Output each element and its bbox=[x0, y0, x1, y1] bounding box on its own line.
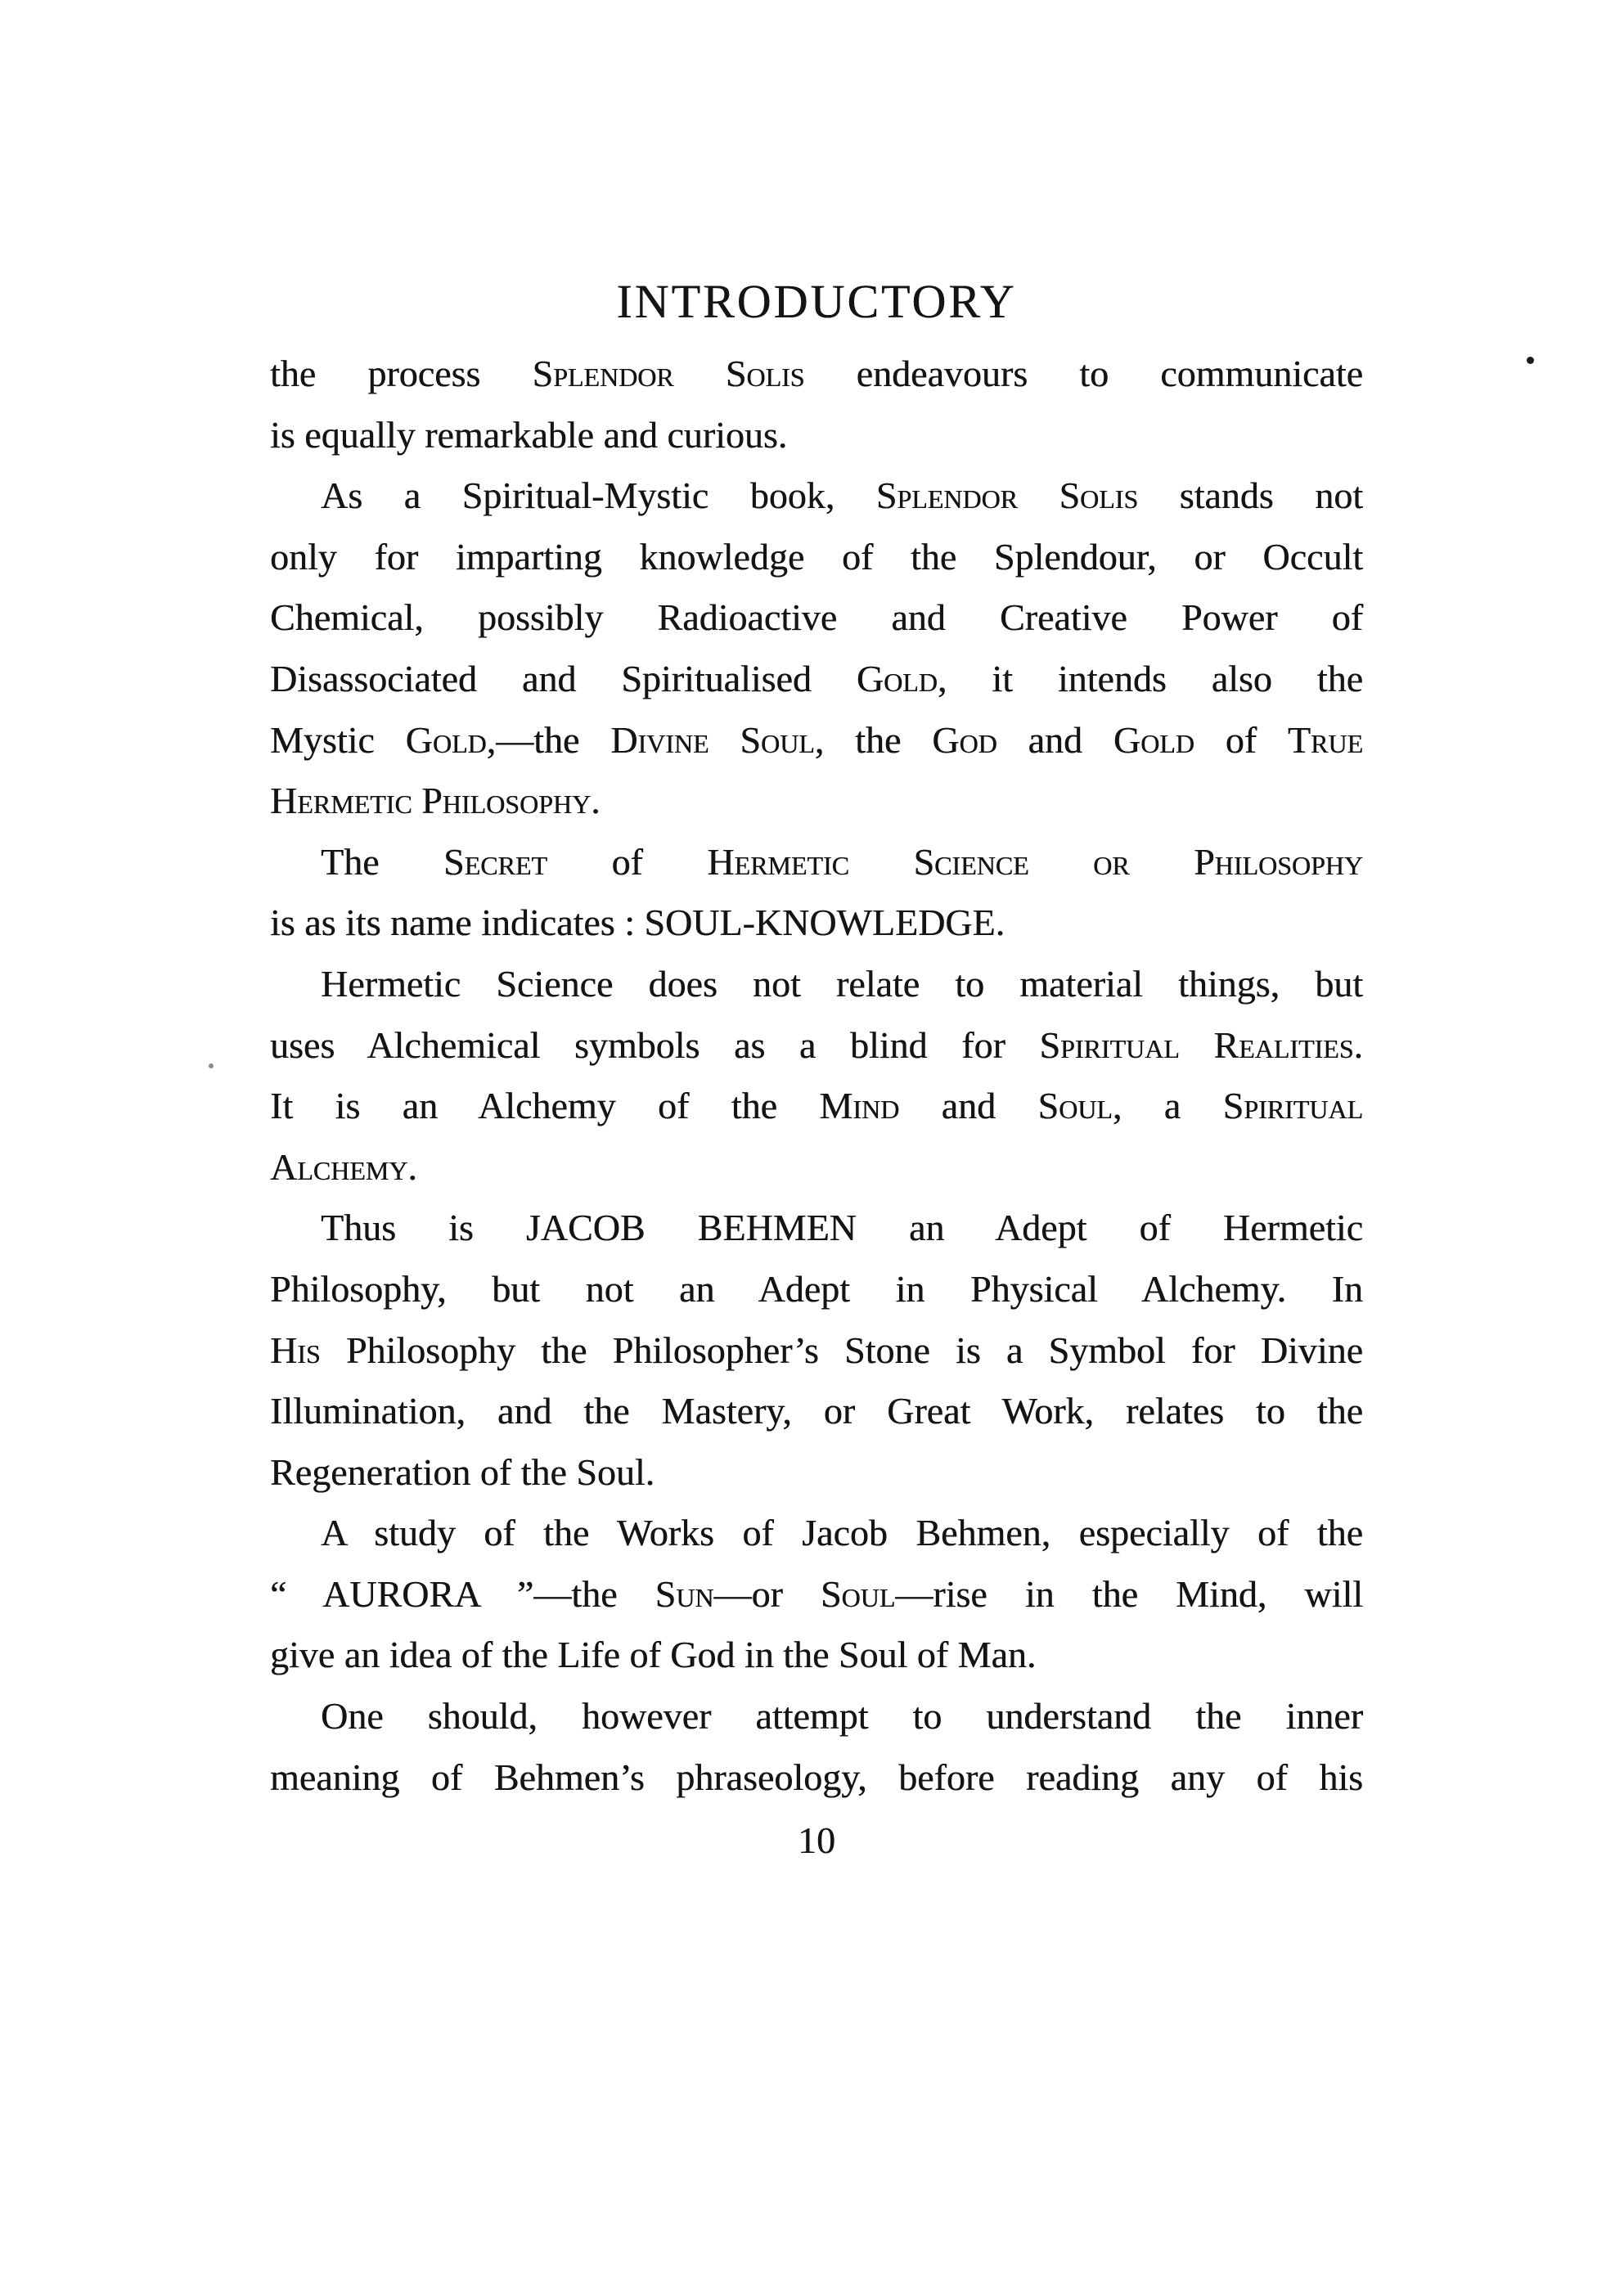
body-text: Philosophy the Philosopher’s Stone is a Symbol for Divine bbox=[320, 1329, 1363, 1371]
small-caps-text: Soul bbox=[820, 1572, 896, 1615]
text-line bbox=[270, 1503, 1363, 1564]
text-line bbox=[270, 1320, 1363, 1382]
body-text: is equally remarkable and curious. bbox=[270, 413, 788, 456]
small-caps-text: Soul bbox=[1037, 1085, 1113, 1127]
small-caps-text: Hermetic Science or Philosophy bbox=[707, 840, 1363, 883]
body-text: and bbox=[996, 718, 1113, 761]
small-caps-text: Divine Soul bbox=[610, 718, 815, 761]
text-line bbox=[270, 832, 1363, 893]
text-line bbox=[270, 1747, 1363, 1809]
body-text: Illumination, and the Mastery, or Great Work, relates to the bbox=[270, 1390, 1363, 1432]
body-text: As a Spiritual-Mystic book, bbox=[321, 474, 876, 517]
body-text: One should, however attempt to understand the inner bbox=[321, 1695, 1363, 1738]
body-text: , the bbox=[814, 718, 933, 761]
body-text: give an idea of the Life of God in the Soul of Man. bbox=[270, 1634, 1037, 1676]
body-text: only for imparting knowledge of the Splendour, or Occult bbox=[270, 535, 1363, 578]
body-text: Thus is JACOB BEHMEN an Adept of Hermetic bbox=[321, 1207, 1363, 1249]
body-text: ,—the bbox=[486, 718, 611, 761]
text-lines bbox=[270, 344, 1363, 1808]
body-text: The bbox=[321, 840, 444, 883]
page-number: 10 bbox=[798, 1819, 835, 1862]
text-line bbox=[270, 405, 1363, 466]
small-caps-text: Gold bbox=[405, 718, 487, 761]
body-text: is as its name indicates : SOUL-KNOWLEDGE. bbox=[270, 901, 1005, 944]
body-text: and bbox=[899, 1085, 1038, 1127]
small-caps-text: Gold bbox=[856, 657, 938, 699]
body-text: , a bbox=[1112, 1085, 1223, 1127]
small-caps-text: His bbox=[270, 1329, 321, 1371]
body-text: A study of the Works of Jacob Behmen, especially of the bbox=[321, 1512, 1363, 1554]
text-line bbox=[270, 1076, 1363, 1137]
body-text: “ AURORA ”—the bbox=[270, 1572, 655, 1615]
text-line bbox=[270, 1198, 1363, 1259]
page-content bbox=[270, 277, 1363, 1871]
scan-speck bbox=[1527, 357, 1534, 364]
text-line bbox=[270, 465, 1363, 527]
body-text: Philosophy, but not an Adept in Physical Alchemy. In bbox=[270, 1267, 1363, 1310]
body-text: —or bbox=[713, 1572, 821, 1615]
body-text: —rise in the Mind, will bbox=[895, 1572, 1363, 1615]
small-caps-text: Gold bbox=[1113, 718, 1194, 761]
body-text: Hermetic Science does not relate to material things, but bbox=[321, 962, 1363, 1005]
text-line bbox=[270, 587, 1363, 649]
text-line bbox=[270, 344, 1363, 405]
body-text: the process bbox=[270, 353, 533, 394]
body-text: of bbox=[547, 840, 708, 883]
body-text: stands not bbox=[1138, 474, 1364, 517]
chapter-heading: INTRODUCTORY bbox=[616, 275, 1017, 328]
text-line bbox=[270, 527, 1363, 588]
body-text: endeavours to communicate bbox=[804, 353, 1364, 394]
text-line bbox=[270, 1564, 1363, 1625]
text-line bbox=[270, 954, 1363, 1015]
body-text: meaning of Behmen’s phraseology, before reading any of his bbox=[270, 1756, 1363, 1798]
text-line bbox=[270, 1381, 1363, 1442]
text-line bbox=[270, 649, 1363, 710]
text-line bbox=[270, 1137, 1363, 1198]
text-line bbox=[270, 710, 1363, 771]
body-text: uses Alchemical symbols as a blind for bbox=[270, 1023, 1040, 1066]
body-text: of bbox=[1194, 718, 1288, 761]
text-line bbox=[270, 1625, 1363, 1686]
body-text: Chemical, possibly Radioactive and Creative Power of bbox=[270, 596, 1363, 639]
scan-speck bbox=[209, 1063, 214, 1068]
text-line bbox=[270, 892, 1363, 954]
text-line bbox=[270, 1686, 1363, 1747]
small-caps-text: God bbox=[932, 718, 997, 761]
body-text: Disassociated and Spiritualised bbox=[270, 657, 857, 699]
body-text: Regeneration of the Soul. bbox=[270, 1450, 655, 1493]
small-caps-text: Splendor Solis bbox=[532, 353, 805, 394]
text-line bbox=[270, 771, 1363, 832]
text-line bbox=[270, 1442, 1363, 1504]
small-caps-text: Secret bbox=[443, 840, 547, 883]
body-text: Mystic bbox=[270, 718, 406, 761]
body-text: It is an Alchemy of the bbox=[270, 1085, 820, 1127]
small-caps-text: Mind bbox=[819, 1085, 900, 1127]
small-caps-text: Splendor Solis bbox=[875, 474, 1139, 517]
text-line bbox=[270, 1259, 1363, 1320]
small-caps-text: True bbox=[1287, 718, 1364, 761]
text-line bbox=[270, 1015, 1363, 1077]
small-caps-text: Alchemy. bbox=[270, 1145, 417, 1188]
small-caps-text: Hermetic Philosophy. bbox=[270, 780, 601, 822]
small-caps-text: Spiritual bbox=[1222, 1085, 1363, 1127]
body-text: , it intends also the bbox=[937, 657, 1363, 699]
small-caps-text: Sun bbox=[655, 1572, 714, 1615]
small-caps-text: Spiritual Realities. bbox=[1039, 1023, 1363, 1066]
